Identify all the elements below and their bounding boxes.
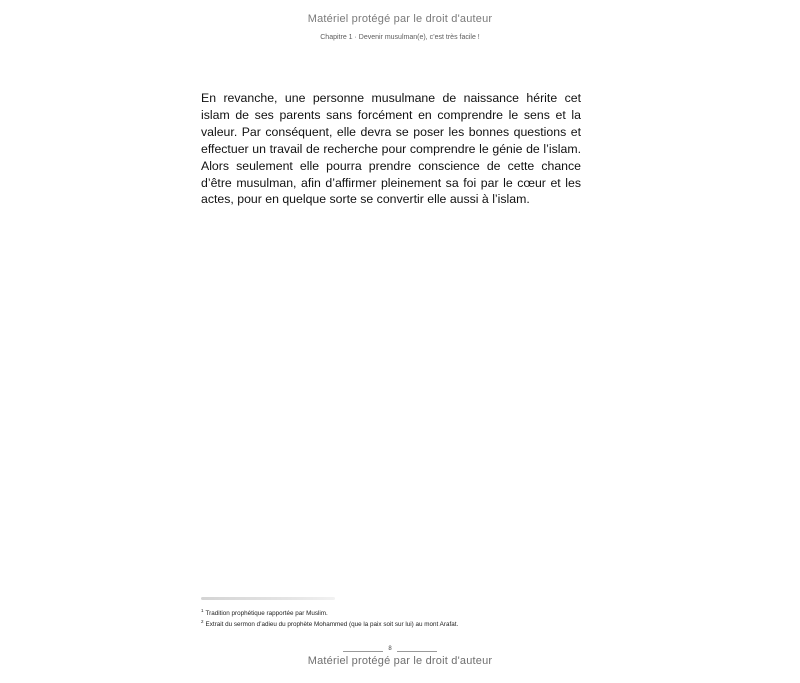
footnote-marker: 1 <box>201 607 204 613</box>
copyright-watermark-bottom: Matériel protégé par le droit d'auteur <box>307 655 493 667</box>
running-header: Chapitre 1 · Devenir musulman(e), c’est très facile ! <box>320 34 480 41</box>
footnote-marker: 2 <box>201 618 204 624</box>
footnote-1 <box>201 608 621 619</box>
footnote-text: Extrait du sermon d’adieu du prophète Mohammed (que la paix soit sur lui) au mont Arafat. <box>205 621 459 628</box>
footnote-text: Tradition prophétique rapportée par Muslim. <box>205 610 328 617</box>
page-number: 8 <box>388 646 392 652</box>
copyright-watermark-top: Matériel protégé par le droit d'auteur <box>307 13 493 25</box>
footnotes <box>201 608 621 630</box>
footnote-2 <box>201 619 621 630</box>
page-number-rule-right <box>397 651 437 652</box>
footnote-divider <box>201 597 335 600</box>
body-paragraph: En revanche, une personne musulmane de naissance hérite cet islam de ses parents sans forcément en comprendre le sens et la valeur. Par conséquent, elle devra se poser les bonnes questions et effectuer un travail de recherche pour comprendre le génie de l’islam. Alors seulement elle pourra prendre conscience de cette chance d’être musulman, afin d’affirmer pleinement sa foi par le cœur et les actes, pour en quelque sorte se convertir elle aussi à l’islam. <box>201 91 581 207</box>
page-number-rule-left <box>343 651 383 652</box>
